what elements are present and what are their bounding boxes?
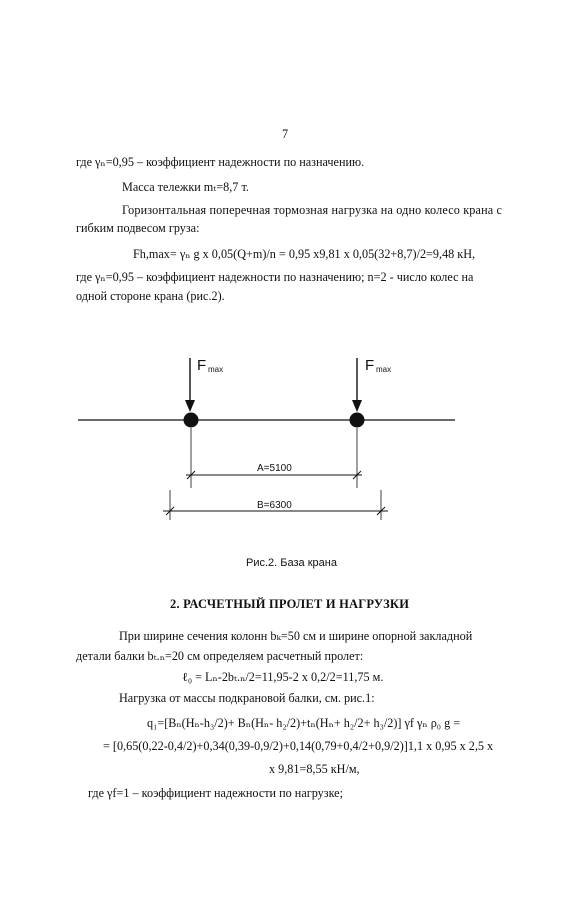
- crane-base-figure: [0, 340, 574, 570]
- text-line: детали балки bₜ.ₙ=20 см определяем расчетный пролет:: [76, 649, 364, 663]
- text-line: где γf=1 – коэффициент надежности по нагрузке;: [88, 786, 343, 800]
- formula-line: ℓ₀ = Lₙ-2bₜ.ₙ/2=11,95-2 x 0,2/2=11,75 м.: [182, 670, 384, 684]
- formula-line: x 9,81=8,55 кН/м,: [269, 762, 360, 776]
- wheel-left: [184, 413, 199, 428]
- text-line: Нагрузка от массы подкрановой балки, см. рис.1:: [119, 691, 375, 705]
- text-line: где γₙ=0,95 – коэффициент надежности по назначению; n=2 - число колес на: [76, 270, 474, 284]
- text-line: где γₙ=0,95 – коэффициент надежности по назначению.: [76, 155, 365, 169]
- formula-line: = [0,65(0,22-0,4/2)+0,34(0,39-0,9/2)+0,14(0,79+0,4/2+0,9/2)]1,1 x 0,95 x 2,5 x: [103, 739, 494, 753]
- force-label-left: F: [197, 357, 207, 374]
- page-number: 7: [282, 127, 289, 141]
- force-sub-left: max: [208, 365, 224, 374]
- dimension-a-label: A=5100: [257, 463, 292, 474]
- dimension-b-label: B=6300: [257, 500, 292, 511]
- formula-line: q₁=[Bₙ(Hₙ-h₃/2)+ Bₙ(Hₙ- h₂/2)+tₙ(Hₙ+ h₂/2+ h₃/2)] γf γₙ ρ₀ g =: [147, 716, 461, 730]
- arrowhead-left: [185, 400, 195, 412]
- text-line: При ширине сечения колонн bₖ=50 см и ширине опорной закладной: [119, 629, 473, 643]
- force-sub-right: max: [376, 365, 392, 374]
- text-line: Масса тележки mₜ=8,7 т.: [122, 180, 249, 194]
- force-label-right: F: [365, 357, 375, 374]
- section-heading: 2. РАСЧЕТНЫЙ ПРОЛЕТ И НАГРУЗКИ: [170, 597, 410, 611]
- text-line: одной стороне крана (рис.2).: [76, 289, 225, 303]
- text-line: Горизонтальная поперечная тормозная нагрузка на одно колесо крана с: [122, 203, 503, 217]
- wheel-right: [350, 413, 365, 428]
- formula-line: Fh,max= γₙ g x 0,05(Q+m)/n = 0,95 x9,81 x 0,05(32+8,7)/2=9,48 кН,: [133, 247, 476, 261]
- figure-caption: Рис.2. База крана: [246, 557, 337, 569]
- text-line: гибким подвесом груза:: [76, 221, 200, 235]
- arrowhead-right: [352, 400, 362, 412]
